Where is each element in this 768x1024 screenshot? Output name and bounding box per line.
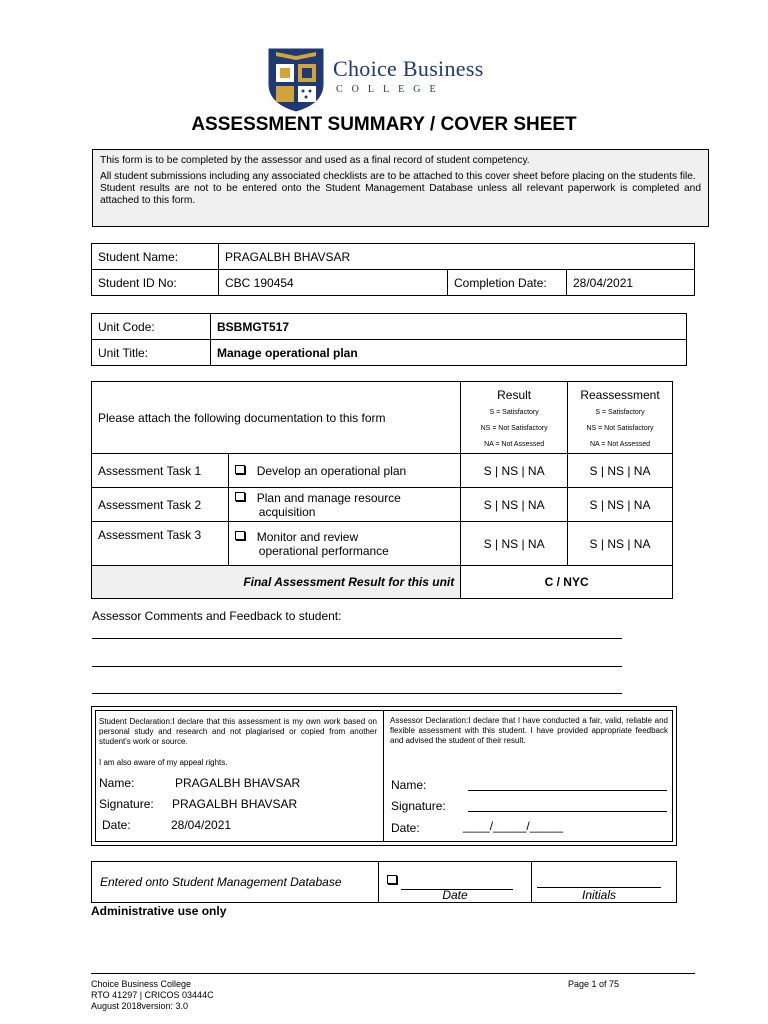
intro-text-2: All student submissions including any associated checklists are to be attached to this cover sheet before placing on the students file. bbox=[100, 171, 696, 182]
legend-not-assessed: NA = Not Assessed bbox=[484, 441, 545, 448]
legend-not-satisfactory: NS = Not Satisfactory bbox=[480, 425, 548, 432]
unit-code-value: BSBMGT517 bbox=[211, 314, 687, 340]
student-signature-label: Signature: bbox=[99, 797, 154, 811]
brand-name: Choice Business bbox=[333, 56, 484, 81]
comment-line[interactable] bbox=[92, 693, 622, 694]
intro-box bbox=[92, 149, 709, 227]
intro-text-3: Student results are not to be entered onto the Student Management Database unless all relevant paperwork is completed and attached to this form. bbox=[100, 183, 701, 206]
unit-title-value: Manage operational plan bbox=[211, 340, 687, 366]
task-row bbox=[92, 522, 673, 566]
task-description bbox=[228, 488, 460, 522]
assessor-name-line[interactable] bbox=[468, 790, 667, 791]
checkbox-icon[interactable] bbox=[235, 492, 245, 501]
admin-initials-caption: Initials bbox=[581, 888, 616, 902]
task-desc-text: Develop an operational plan bbox=[256, 463, 407, 478]
assessor-date-label: Date: bbox=[391, 821, 420, 835]
footer-divider bbox=[91, 973, 695, 974]
crest-icon bbox=[266, 44, 326, 114]
legend-not-assessed-2: NA = Not Assessed bbox=[589, 441, 651, 448]
completion-date-value: 28/04/2021 bbox=[567, 270, 695, 296]
final-result-value[interactable]: C / NYC bbox=[461, 566, 673, 599]
task-desc-text-2: operational performance bbox=[258, 543, 389, 558]
unit-code-label: Unit Code: bbox=[92, 314, 211, 340]
result-header-cell bbox=[461, 382, 568, 454]
student-name-decl-value: PRAGALBH BHAVSAR bbox=[175, 776, 301, 790]
appeal-rights-text: I am also aware of my appeal rights. bbox=[99, 758, 228, 767]
student-name-value: PRAGALBH BHAVSAR bbox=[219, 244, 695, 270]
unit-title-label: Unit Title: bbox=[92, 340, 211, 366]
student-name-decl-label: Name: bbox=[99, 776, 135, 790]
entered-db-label: Entered onto Student Management Database bbox=[92, 862, 379, 903]
student-declaration bbox=[99, 717, 377, 747]
admin-date-cell bbox=[379, 862, 532, 903]
student-date-label: Date: bbox=[102, 818, 131, 832]
task-result[interactable]: S | NS | NA bbox=[461, 488, 568, 522]
comments-label: Assessor Comments and Feedback to student: bbox=[92, 609, 342, 623]
legend-satisfactory-2: S = Satisfactory bbox=[595, 409, 645, 416]
task-reassessment[interactable]: S | NS | NA bbox=[568, 522, 673, 566]
task-result[interactable]: S | NS | NA bbox=[461, 522, 568, 566]
footer-version: August 2018version: 3.0 bbox=[91, 1001, 189, 1011]
checkbox-icon[interactable] bbox=[387, 875, 397, 884]
final-result-label: Final Assessment Result for this unit bbox=[92, 566, 461, 599]
student-name-label: Student Name: bbox=[92, 244, 219, 270]
documentation-instruction: Please attach the following documentation to this form bbox=[92, 382, 461, 454]
footer-page-number: Page 1 of 75 bbox=[568, 979, 620, 989]
assessor-declaration-heading: Assessor Declaration: bbox=[390, 716, 469, 725]
student-id-value: CBC 190454 bbox=[219, 270, 448, 296]
declaration-divider bbox=[383, 710, 384, 842]
assessor-date-blank[interactable]: ____/_____/_____ bbox=[463, 819, 564, 833]
task-reassessment[interactable]: S | NS | NA bbox=[568, 488, 673, 522]
checkbox-icon[interactable] bbox=[235, 465, 245, 474]
task-label: Assessment Task 1 bbox=[92, 454, 229, 488]
task-description bbox=[228, 454, 460, 488]
assessor-declaration bbox=[390, 716, 668, 746]
assessment-table bbox=[91, 381, 673, 599]
task-row bbox=[92, 488, 673, 522]
unit-table bbox=[91, 313, 687, 366]
result-header: Result bbox=[497, 388, 532, 402]
comment-line[interactable] bbox=[92, 638, 622, 639]
legend-satisfactory: S = Satisfactory bbox=[489, 409, 539, 416]
task-label: Assessment Task 2 bbox=[92, 488, 229, 522]
assessor-signature-line[interactable] bbox=[468, 811, 667, 812]
footer-college: Choice Business College bbox=[91, 979, 192, 989]
footer-rto: RTO 41297 | CRICOS 03444C bbox=[91, 990, 214, 1000]
brand-subtitle: COLLEGE bbox=[336, 84, 445, 95]
assessor-declaration-text: I declare that I have conducted a fair, valid, reliable and flexible assessment with this student. I have provided appropriate feedback and advised the student of their result. bbox=[390, 716, 668, 745]
student-declaration-text: I declare that this assessment is my own work based on personal study and research and not plagiarised or copied from another student's work or source. bbox=[99, 717, 377, 746]
student-id-label: Student ID No: bbox=[92, 270, 219, 296]
student-date-value: 28/04/2021 bbox=[171, 818, 232, 832]
student-declaration-heading: Student Declaration: bbox=[99, 717, 173, 726]
assessor-signature-label: Signature: bbox=[391, 799, 446, 813]
reassessment-header: Reassessment bbox=[580, 388, 660, 402]
comment-line[interactable] bbox=[92, 666, 622, 667]
task-result[interactable]: S | NS | NA bbox=[461, 454, 568, 488]
completion-date-label: Completion Date: bbox=[448, 270, 567, 296]
student-signature-value: PRAGALBH BHAVSAR bbox=[172, 797, 298, 811]
task-description bbox=[228, 522, 460, 566]
admin-date-caption: Date bbox=[442, 888, 468, 902]
task-desc-text: Plan and manage resource bbox=[256, 490, 401, 505]
task-desc-text: Monitor and review bbox=[256, 529, 359, 544]
legend-not-satisfactory-2: NS = Not Satisfactory bbox=[586, 425, 654, 432]
checkbox-icon[interactable] bbox=[235, 531, 245, 540]
admin-use-only: Administrative use only bbox=[91, 904, 227, 918]
task-desc-text-2: acquisition bbox=[258, 504, 316, 519]
task-row bbox=[92, 454, 673, 488]
admin-initials-cell bbox=[532, 862, 677, 903]
page-title: ASSESSMENT SUMMARY / COVER SHEET bbox=[191, 114, 577, 135]
intro-text-1: This form is to be completed by the assessor and used as a final record of student competency. bbox=[100, 155, 530, 166]
assessor-name-label: Name: bbox=[391, 778, 427, 792]
reassessment-header-cell bbox=[568, 382, 673, 454]
task-label: Assessment Task 3 bbox=[92, 522, 229, 566]
student-details-table bbox=[91, 243, 695, 296]
task-reassessment[interactable]: S | NS | NA bbox=[568, 454, 673, 488]
admin-table bbox=[91, 861, 677, 903]
